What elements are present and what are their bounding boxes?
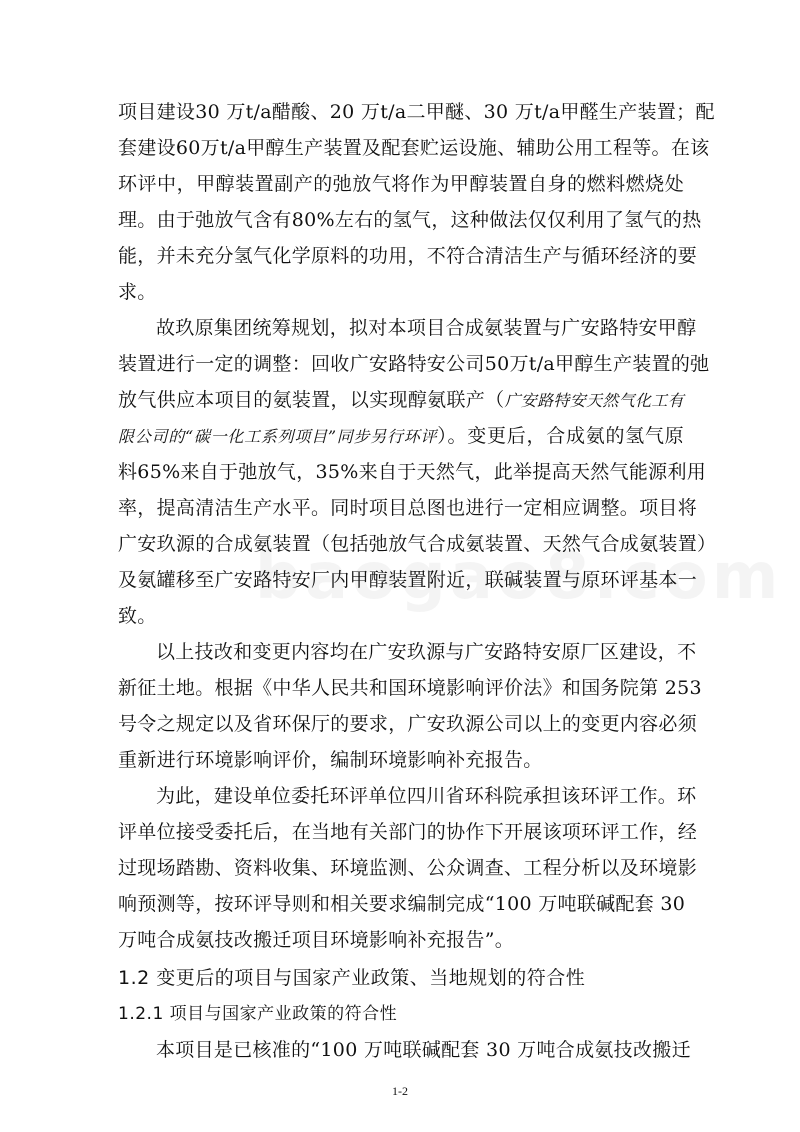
paragraph-line <box>118 424 684 449</box>
paragraph-line: 万吨合成氨技改搬迁项目环境影响补充报告”。 <box>118 929 515 951</box>
paragraph-line: 及氨罐移至广安路特安厂内甲醇装置附近，联碱装置与原环评基本一 <box>118 569 698 591</box>
paragraph-line: 项目建设30 万t/a醋酸、20 万t/a二甲醚、30 万t/a甲醛生产装置；配 <box>118 101 715 123</box>
paragraph-line <box>118 388 684 413</box>
text-span: 放气供应本项目的氨装置，以实现醇氨联产（ <box>118 389 505 411</box>
paragraph-line: 评单位接受委托后，在当地有关部门的协作下开展该项环评工作，经 <box>118 821 698 843</box>
paragraph-line: 致。 <box>118 605 157 627</box>
paragraph-line: 广安玖源的合成氨装置（包括弛放气合成氨装置、天然气合成氨装置） <box>118 533 717 555</box>
paragraph-line: 号令之规定以及省环保厅的要求，广安玖源公司以上的变更内容必须 <box>118 713 698 735</box>
section-heading-1-2-1: 1.2.1 项目与国家产业政策的符合性 <box>118 1004 398 1024</box>
text-span: ）。变更后，合成氨的氢气原 <box>437 425 684 447</box>
section-heading-1-2: 1.2 变更后的项目与国家产业政策、当地规划的符合性 <box>118 967 586 989</box>
paragraph-line: 故玖原集团统筹规划，拟对本项目合成氨装置与广安路特安甲醇 <box>156 317 697 339</box>
page-number: 1-2 <box>392 1084 408 1098</box>
paragraph-line: 理。由于弛放气含有80%左右的氢气，这种做法仅仅利用了氢气的热 <box>118 209 702 231</box>
paragraph-line: 装置进行一定的调整：回收广安路特安公司50万t/a甲醇生产装置的弛 <box>118 353 710 375</box>
italic-note: 限公司的“碳一化工系列项目”同步另行环评 <box>118 427 438 446</box>
paragraph-line: 套建设60万t/a甲醇生产装置及配套贮运设施、辅助公用工程等。在该 <box>118 137 710 159</box>
paragraph-line: 重新进行环境影响评价，编制环境影响补充报告。 <box>118 749 543 771</box>
paragraph-line: 求。 <box>118 281 157 303</box>
paragraph-line: 新征土地。根据《中华人民共和国环境影响评价法》和国务院第 253 <box>118 677 702 699</box>
paragraph-line: 响预测等，按环评导则和相关要求编制完成“100 万吨联碱配套 30 <box>118 893 686 915</box>
paragraph-line: 以上技改和变更内容均在广安玖源与广安路特安原厂区建设，不 <box>156 641 697 663</box>
italic-note: 广安路特安天然气化工有 <box>504 391 684 410</box>
paragraph-line: 过现场踏勘、资料收集、环境监测、公众调查、工程分析以及环境影 <box>118 857 698 879</box>
paragraph-line: 率，提高清洁生产水平。同时项目总图也进行一定相应调整。项目将 <box>118 497 698 519</box>
paragraph-line: 料65%来自于弛放气，35%来自于天然气，此举提高天然气能源利用 <box>118 461 707 483</box>
paragraph-line: 能，并未充分氢气化学原料的功用，不符合清洁生产与循环经济的要 <box>118 245 698 267</box>
paragraph-line: 为此，建设单位委托环评单位四川省环科院承担该环评工作。环 <box>156 785 697 807</box>
paragraph-line: 本项目是已核准的“100 万吨联碱配套 30 万吨合成氨技改搬迁 <box>156 1039 691 1061</box>
paragraph-line: 环评中，甲醇装置副产的弛放气将作为甲醇装置自身的燃料燃烧处 <box>118 173 684 195</box>
